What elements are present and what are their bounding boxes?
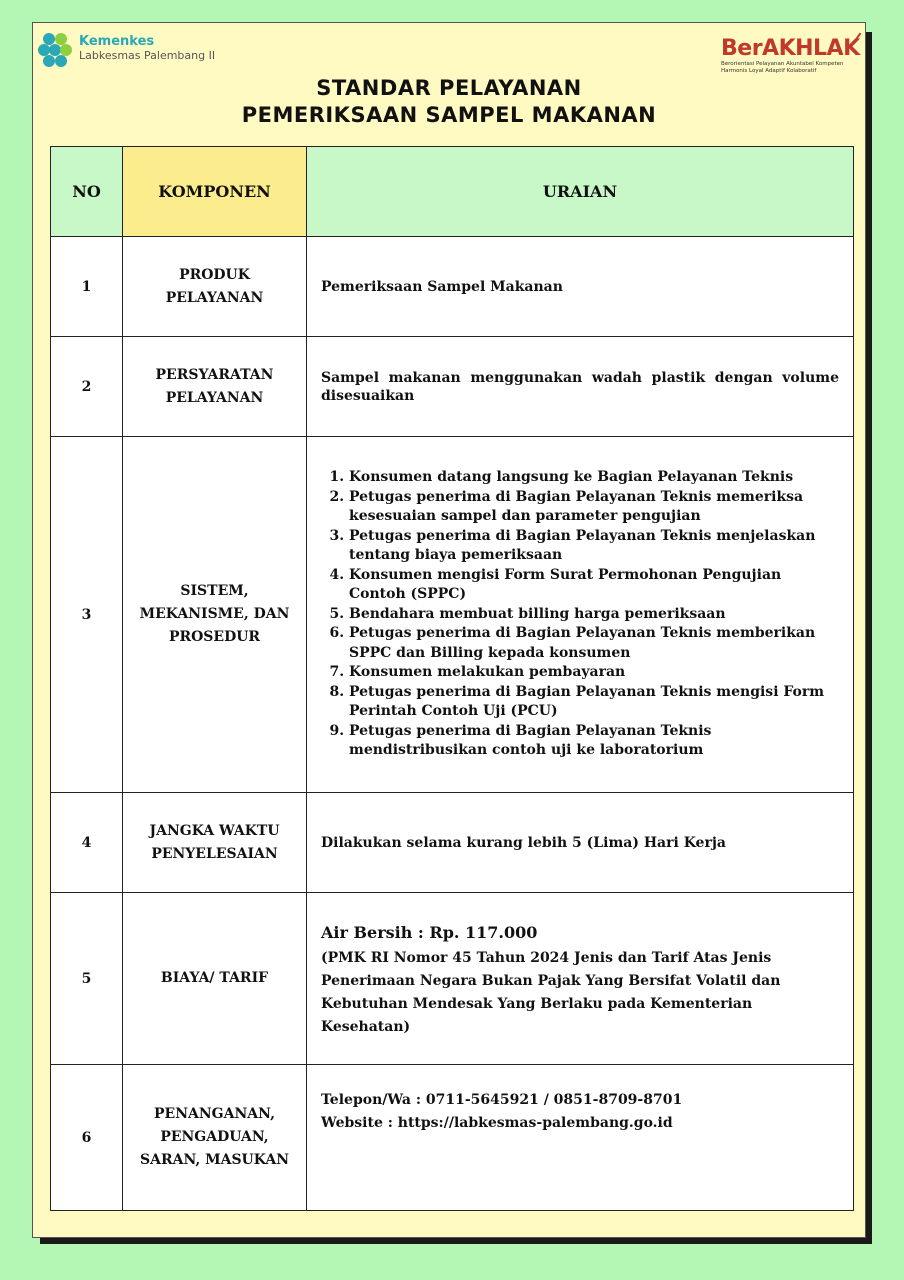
procedure-step: 7. Konsumen melakukan pembayaran [349, 663, 839, 683]
row-number: 1 [51, 237, 123, 337]
tariff-amount: Air Bersih : Rp. 117.000 [321, 922, 538, 942]
row-komponen: BIAYA/ TARIF [123, 893, 307, 1065]
table-row [51, 437, 854, 793]
procedure-step: 6. Petugas penerima di Bagian Pelayanan Teknis memberikan SPPC dan Billing kepada konsumen [349, 624, 839, 663]
table-row [51, 337, 854, 437]
row-komponen: SISTEM, MEKANISME, DAN PROSEDUR [123, 437, 307, 793]
row-komponen: JANGKA WAKTU PENYELESAIAN [123, 793, 307, 893]
procedure-step: 9. Petugas penerima di Bagian Pelayanan Teknis mendistribusikan contoh uji ke laboratorium [349, 722, 839, 761]
row-number: 3 [51, 437, 123, 793]
table-row [51, 893, 854, 1065]
row-uraian [307, 337, 854, 437]
table-row [51, 237, 854, 337]
berakhlak-tagline-2: Harmonis Loyal Adaptif Kolaboratif [721, 68, 817, 74]
procedure-step: 3. Petugas penerima di Bagian Pelayanan Teknis menjelaskan tentang biaya pemeriksaan [349, 527, 839, 566]
service-standard-table [50, 146, 854, 1211]
header-komponen: KOMPONEN [123, 147, 307, 237]
kemenkes-logo [35, 29, 215, 69]
table-header-row [51, 147, 854, 237]
procedure-step: 2. Petugas penerima di Bagian Pelayanan Teknis memeriksa kesesuaian sampel dan parameter pengujian [349, 488, 839, 527]
contact-phone: Telepon/Wa : 0711-5645921 / 0851-8709-8701 [321, 1092, 683, 1108]
procedure-step: 4. Konsumen mengisi Form Surat Permohonan Pengujian Contoh (SPPC) [349, 566, 839, 605]
org-name: Kemenkes [79, 34, 155, 49]
procedure-list [321, 468, 839, 761]
row-uraian: Pemeriksaan Sampel Makanan [307, 237, 854, 337]
berakhlak-logo [721, 36, 860, 75]
row-uraian [307, 893, 854, 1065]
procedure-step: 8. Petugas penerima di Bagian Pelayanan Teknis mengisi Form Perintah Contoh Uji (PCU) [349, 683, 839, 722]
row-number: 2 [51, 337, 123, 437]
row-number: 5 [51, 893, 123, 1065]
tariff-regulation-note: (PMK RI Nomor 45 Tahun 2024 Jenis dan Tarif Atas Jenis Penerimaan Negara Bukan Pajak Yang Bersifat Volatil dan Kebutuhan Mendesak Yang Berlaku pada Kementerian Kesehatan) [321, 949, 781, 1035]
berakhlak-brand: BerAKHLAK [721, 36, 860, 61]
requirement-text: Sampel makanan menggunakan wadah plastik dengan volume disesuaikan [321, 369, 839, 404]
table-row [51, 1065, 854, 1211]
row-komponen: PERSYARATAN PELAYANAN [123, 337, 307, 437]
row-uraian: Dilakukan selama kurang lebih 5 (Lima) Hari Kerja [307, 793, 854, 893]
procedure-step: 5. Bendahara membuat billing harga pemeriksaan [349, 605, 839, 625]
contact-website[interactable]: Website : https://labkesmas-palembang.go.id [321, 1115, 673, 1131]
title-line-1: STANDAR PELAYANAN [316, 76, 582, 100]
row-komponen: PRODUK PELAYANAN [123, 237, 307, 337]
row-komponen: PENANGANAN, PENGADUAN, SARAN, MASUKAN [123, 1065, 307, 1211]
row-number: 6 [51, 1065, 123, 1211]
header-uraian: URAIAN [307, 147, 854, 237]
header-no: NO [51, 147, 123, 237]
row-uraian [307, 437, 854, 793]
document-card [32, 22, 866, 1238]
row-number: 4 [51, 793, 123, 893]
table-row [51, 793, 854, 893]
kemenkes-emblem-icon [35, 29, 75, 69]
procedure-step: 1. Konsumen datang langsung ke Bagian Pelayanan Teknis [349, 468, 839, 488]
page-title [33, 75, 865, 129]
title-line-2: PEMERIKSAAN SAMPEL MAKANAN [241, 103, 657, 127]
org-unit: Labkesmas Palembang II [79, 49, 216, 62]
row-uraian [307, 1065, 854, 1211]
berakhlak-tagline-1: Berorientasi Pelayanan Akuntabel Kompeten [721, 61, 844, 67]
